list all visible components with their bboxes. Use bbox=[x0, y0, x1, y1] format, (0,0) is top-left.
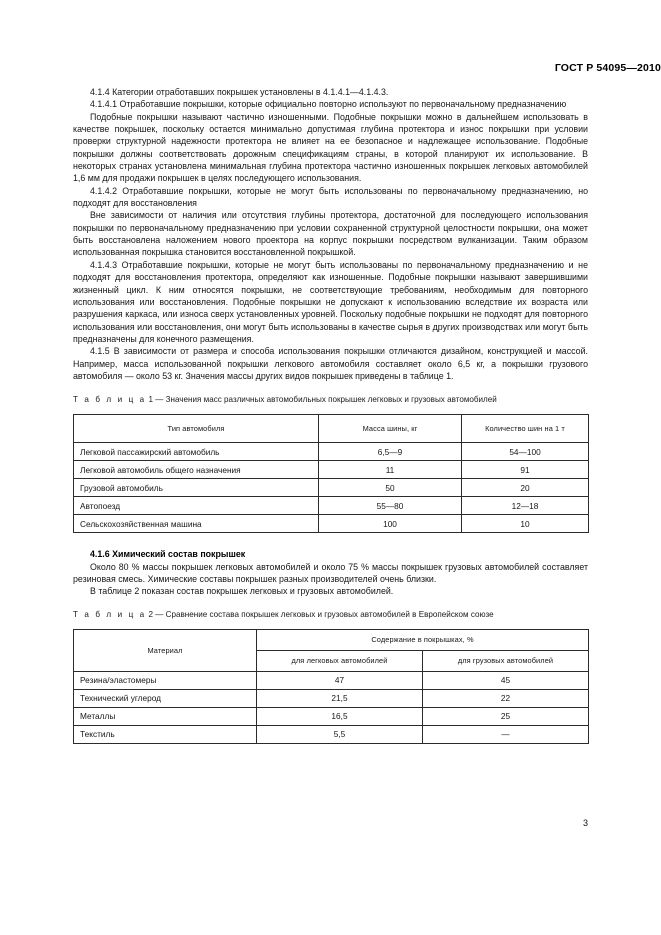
table1-cell-0-1: 6,5—9 bbox=[319, 443, 462, 461]
table1-cell-2-0: Грузовой автомобиль bbox=[74, 479, 319, 497]
page-number-value: 3 bbox=[582, 818, 588, 828]
table2-caption-text: — Сравнение состава покрышек легковых и грузовых автомобилей в Европейском союзе bbox=[155, 609, 494, 619]
table1-cell-1-2: 91 bbox=[462, 461, 589, 479]
table2-cell-1-0: Технический углерод bbox=[74, 689, 257, 707]
table1-cell-3-1: 55—80 bbox=[319, 497, 462, 515]
document-body bbox=[73, 86, 588, 744]
table2-cell-0-1: 47 bbox=[257, 671, 423, 689]
table1-cell-2-1: 50 bbox=[319, 479, 462, 497]
table1-caption-word: Т а б л и ц а bbox=[73, 395, 147, 405]
paragraph-4-1-5: 4.1.5 В зависимости от размера и способа использования покрышки отличаются дизайном, конструкцией и массой. Например, масса использованной покрышки легкового автомобиля составляет около 6,5 кг, а покрышки грузового автомобиля — около 53 кг. Значения массы других видов покрышек приведены в таблице 1. bbox=[73, 346, 588, 381]
table2-cell-3-2: — bbox=[423, 725, 589, 743]
table1-head bbox=[74, 415, 589, 443]
paragraph-chemical-composition: Около 80 % массы покрышек легковых автомобилей и около 75 % массы покрышек грузовых автомобилей составляет резиновая смесь. Химические составы покрышек разных производителей очень близки. bbox=[73, 561, 588, 584]
table2-cell-3-0: Текстиль bbox=[74, 725, 257, 743]
table-row bbox=[74, 515, 589, 533]
table1-cell-1-1: 11 bbox=[319, 461, 462, 479]
table-row bbox=[74, 689, 589, 707]
table2-cell-2-1: 16,5 bbox=[257, 707, 423, 725]
table1-cell-0-2: 54—100 bbox=[462, 443, 589, 461]
page-number bbox=[73, 818, 588, 828]
table-row bbox=[74, 725, 589, 743]
table2-cell-0-0: Резина/эластомеры bbox=[74, 671, 257, 689]
paragraph-4-1-4: 4.1.4 Категории отработавших покрышек установлены в 4.1.4.1—4.1.4.3. bbox=[90, 87, 389, 97]
paragraph-4-1-4-2: 4.1.4.2 Отработавшие покрышки, которые не могут быть использованы по первоначальному предназначению, но подходят для восстановления bbox=[73, 185, 588, 209]
document-header bbox=[146, 62, 661, 74]
table-header-row bbox=[74, 415, 589, 443]
table2-body bbox=[74, 671, 589, 743]
table-row bbox=[74, 671, 589, 689]
table2-group-header: Содержание в покрышках, % bbox=[257, 629, 589, 650]
table2-subheader-0: для легковых автомобилей bbox=[257, 650, 423, 671]
table2-cell-1-2: 22 bbox=[423, 689, 589, 707]
table2-caption bbox=[73, 609, 588, 620]
table2-cell-2-2: 25 bbox=[423, 707, 589, 725]
table1-cell-4-0: Сельскохозяйственная машина bbox=[74, 515, 319, 533]
table2-head bbox=[74, 629, 589, 671]
paragraph-retreadable-tyres: Вне зависимости от наличия или отсутствия глубины протектора, достаточной для последующего использования покрышки по первоначальному предназначению при условии сохраненной структурной целостности покрышки, она может быть восстановлена наложением нового проектора на корпус покрышки посредством вулканизации. Таким образом использованная покрышка становится восстановленной покрышкой. bbox=[73, 210, 588, 258]
table1-cell-4-1: 100 bbox=[319, 515, 462, 533]
heading-4-1-6: 4.1.6 Химический состав покрышек bbox=[90, 549, 246, 560]
table1-caption-number: 1 bbox=[148, 395, 154, 405]
table1-col-header-0: Тип автомобиля bbox=[74, 415, 319, 443]
table1-cell-0-0: Легковой пассажирский автомобиль bbox=[74, 443, 319, 461]
table1-cell-1-0: Легковой автомобиль общего назначения bbox=[74, 461, 319, 479]
table2-caption-word: Т а б л и ц а bbox=[73, 609, 147, 619]
table-row bbox=[74, 479, 589, 497]
table2-caption-number: 2 bbox=[148, 609, 154, 619]
paragraph-4-1-4-1: 4.1.4.1 Отработавшие покрышки, которые официально повторно используют по первоначальному предназначению bbox=[90, 99, 567, 110]
table2-cell-3-1: 5,5 bbox=[257, 725, 423, 743]
table-tyre-composition bbox=[73, 629, 589, 744]
table1-cell-3-0: Автопоезд bbox=[74, 497, 319, 515]
table2-col-header-material: Материал bbox=[74, 629, 257, 671]
table2-cell-1-1: 21,5 bbox=[257, 689, 423, 707]
table1-cell-4-2: 10 bbox=[462, 515, 589, 533]
table1-cell-3-2: 12—18 bbox=[462, 497, 589, 515]
table-tyre-masses bbox=[73, 414, 589, 533]
table1-caption-text: — Значения масс различных автомобильных покрышек легковых и грузовых автомобилей bbox=[155, 395, 497, 405]
table1-body bbox=[74, 443, 589, 533]
table1-caption bbox=[73, 394, 588, 405]
table1-col-header-1: Масса шины, кг bbox=[319, 415, 462, 443]
table1-cell-2-2: 20 bbox=[462, 479, 589, 497]
paragraph-partially-worn-tyres: Подобные покрышки называют частично изношенными. Подобные покрышки можно в дальнейшем использовать в качестве покрышек, поскольку остается минимально допустимая глубина протектора и износ покрышки при условии проверки структурной надежности протектора не влияет на ее безопасное и надлежащее использование. Подобные покрышки должны соответствовать дорожным спецификациям страны, в которой планируют их использование. В некоторых странах установлена минимальная глубина протектора частично изношенных покрышек легковых автомобилей 1,6 мм для продажи покрышек в целях последующего использования. bbox=[73, 111, 588, 184]
table2-cell-2-0: Металлы bbox=[74, 707, 257, 725]
table1-col-header-2: Количество шин на 1 т bbox=[462, 415, 589, 443]
table2-cell-0-2: 45 bbox=[423, 671, 589, 689]
table-row bbox=[74, 497, 589, 515]
table2-subheader-1: для грузовых автомобилей bbox=[423, 650, 589, 671]
table-row bbox=[74, 443, 589, 461]
table-row bbox=[74, 707, 589, 725]
table-header-row bbox=[74, 629, 589, 650]
paragraph-table2-reference: В таблице 2 показан состав покрышек легковых и грузовых автомобилей. bbox=[90, 586, 394, 597]
table-row bbox=[74, 461, 589, 479]
paragraph-4-1-4-3: 4.1.4.3 Отработавшие покрышки, которые не могут быть использованы по первоначальному предназначению и не подходят для восстановления протектора, определяют как изношенные. Подобные покрышки называют завершившими жизненный цикл. К ним относятся покрышки, не соответствующие требованиям, необходимым для повторного использования или восстановления. Подобные покрышки не допускают к использованию вследствие их возраста или разрушения каркаса, или износа сверх установленных уровней. Поскольку подобные покрышки не подходят для повторного использования или восстановления, они могут быть использованы в качестве сырья в других производствах или могут быть предназначены для конечного размещения. bbox=[73, 259, 588, 344]
standard-identifier: ГОСТ Р 54095—2010 bbox=[554, 62, 661, 74]
